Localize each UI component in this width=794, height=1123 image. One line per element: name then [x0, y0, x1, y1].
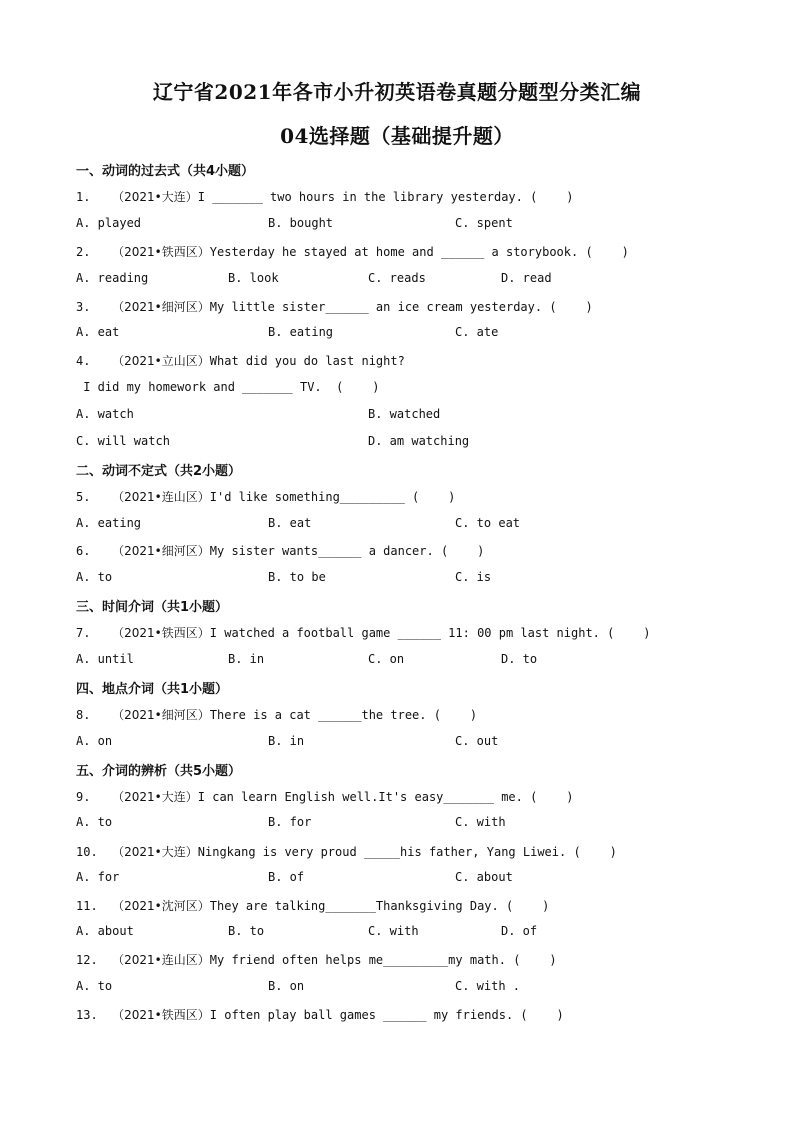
option-b: B. watched [368, 407, 441, 421]
option-c: C. to eat [455, 516, 521, 530]
question-text: There is a cat ______the tree. ( ) [209, 708, 478, 722]
question-text: My little sister______ an ice cream yesterday. ( ) [209, 300, 593, 314]
question-source: （2021•细河区） [112, 544, 210, 558]
question-number: 1. [76, 190, 91, 204]
question-source: （2021•铁西区） [112, 245, 210, 259]
question-11 [76, 897, 549, 914]
option-c: C. with [455, 815, 506, 829]
option-c: C. ate [455, 325, 499, 339]
question-source: （2021•铁西区） [112, 1008, 210, 1022]
question-text: My sister wants______ a dancer. ( ) [209, 544, 485, 558]
question-text: My friend often helps me_________my math. ( ) [209, 953, 557, 967]
option-a: A. to [76, 815, 113, 829]
question-text: I can learn English well.It's easy_______ me. ( ) [197, 790, 574, 804]
option-a: A. until [76, 652, 134, 666]
question-text: Ningkang is very proud _____his father, Yang Liwei. ( ) [197, 845, 617, 859]
question-text: I often play ball games ______ my friends. ( ) [209, 1008, 564, 1022]
question-number: 6. [76, 544, 91, 558]
option-d: D. to [501, 652, 538, 666]
section-heading: 一、动词的过去式（共4小题） [76, 164, 255, 179]
question-3 [76, 298, 593, 315]
question-8 [76, 706, 477, 723]
option-c: C. reads [368, 271, 426, 285]
question-text: I watched a football game ______ 11: 00 pm last night. ( ) [209, 626, 651, 640]
option-b: B. to be [268, 570, 326, 584]
option-b: B. in [228, 652, 265, 666]
option-b: B. look [228, 271, 279, 285]
option-d: D. am watching [368, 434, 470, 448]
question-source: （2021•连山区） [112, 490, 210, 504]
option-a: A. played [76, 216, 142, 230]
question-source: （2021•大连） [112, 190, 198, 204]
option-b: B. bought [268, 216, 334, 230]
section-heading: 三、时间介词（共1小题） [76, 600, 229, 615]
option-c: C. out [455, 734, 499, 748]
option-b: B. in [268, 734, 305, 748]
question-7 [76, 624, 650, 641]
question-13 [76, 1006, 564, 1023]
question-9 [76, 788, 573, 805]
option-c: C. on [368, 652, 405, 666]
question-source: （2021•连山区） [112, 953, 210, 967]
question-number: 5. [76, 490, 91, 504]
document-subtitle: 04选择题（基础提升题） [280, 124, 514, 148]
option-b: B. of [268, 870, 305, 884]
question-6 [76, 542, 484, 559]
question-number: 2. [76, 245, 91, 259]
question-12 [76, 951, 557, 968]
option-b: B. for [268, 815, 312, 829]
question-number: 7. [76, 626, 91, 640]
question-source: （2021•大连） [112, 845, 198, 859]
question-text: I _______ two hours in the library yesterday. ( ) [197, 190, 574, 204]
question-source: （2021•立山区） [112, 354, 210, 368]
question-number: 8. [76, 708, 91, 722]
question-source: （2021•铁西区） [112, 626, 210, 640]
question-text: I'd like something_________ ( ) [209, 490, 456, 504]
question-number: 10. [76, 845, 98, 859]
option-a: A. to [76, 570, 113, 584]
option-d: D. of [501, 924, 538, 938]
question-4-answer-line: I did my homework and _______ TV. ( ) [76, 380, 380, 394]
option-a: A. about [76, 924, 134, 938]
section-heading: 四、地点介词（共1小题） [76, 682, 229, 697]
document-title: 辽宁省2021年各市小升初英语卷真题分题型分类汇编 [152, 80, 642, 104]
question-source: （2021•细河区） [112, 300, 210, 314]
option-c: C. will watch [76, 434, 170, 448]
section-heading: 二、动词不定式（共2小题） [76, 464, 242, 479]
question-5 [76, 488, 455, 505]
option-b: B. eating [268, 325, 334, 339]
option-a: A. watch [76, 407, 134, 421]
option-a: A. for [76, 870, 120, 884]
question-number: 9. [76, 790, 91, 804]
option-c: C. spent [455, 216, 513, 230]
option-b: B. to [228, 924, 265, 938]
question-number: 11. [76, 899, 98, 913]
question-4 [76, 352, 405, 369]
option-a: A. to [76, 979, 113, 993]
option-a: A. reading [76, 271, 149, 285]
question-number: 12. [76, 953, 98, 967]
question-number: 3. [76, 300, 91, 314]
question-source: （2021•大连） [112, 790, 198, 804]
question-2 [76, 243, 629, 260]
option-d: D. read [501, 271, 552, 285]
option-c: C. is [455, 570, 492, 584]
question-10 [76, 843, 617, 860]
question-text: What did you do last night? [209, 354, 405, 368]
question-source: （2021•细河区） [112, 708, 210, 722]
option-c: C. about [455, 870, 513, 884]
option-b: B. on [268, 979, 305, 993]
question-text: Yesterday he stayed at home and ______ a storybook. ( ) [209, 245, 629, 259]
option-a: A. on [76, 734, 113, 748]
option-a: A. eat [76, 325, 120, 339]
question-number: 4. [76, 354, 91, 368]
option-a: A. eating [76, 516, 142, 530]
section-heading: 五、介词的辨析（共5小题） [76, 764, 242, 779]
option-b: B. eat [268, 516, 312, 530]
question-1 [76, 188, 573, 205]
question-text: They are talking_______Thanksgiving Day. ( ) [209, 899, 550, 913]
option-c: C. with [368, 924, 419, 938]
question-source: （2021•沈河区） [112, 899, 210, 913]
option-c: C. with . [455, 979, 521, 993]
question-number: 13. [76, 1008, 98, 1022]
